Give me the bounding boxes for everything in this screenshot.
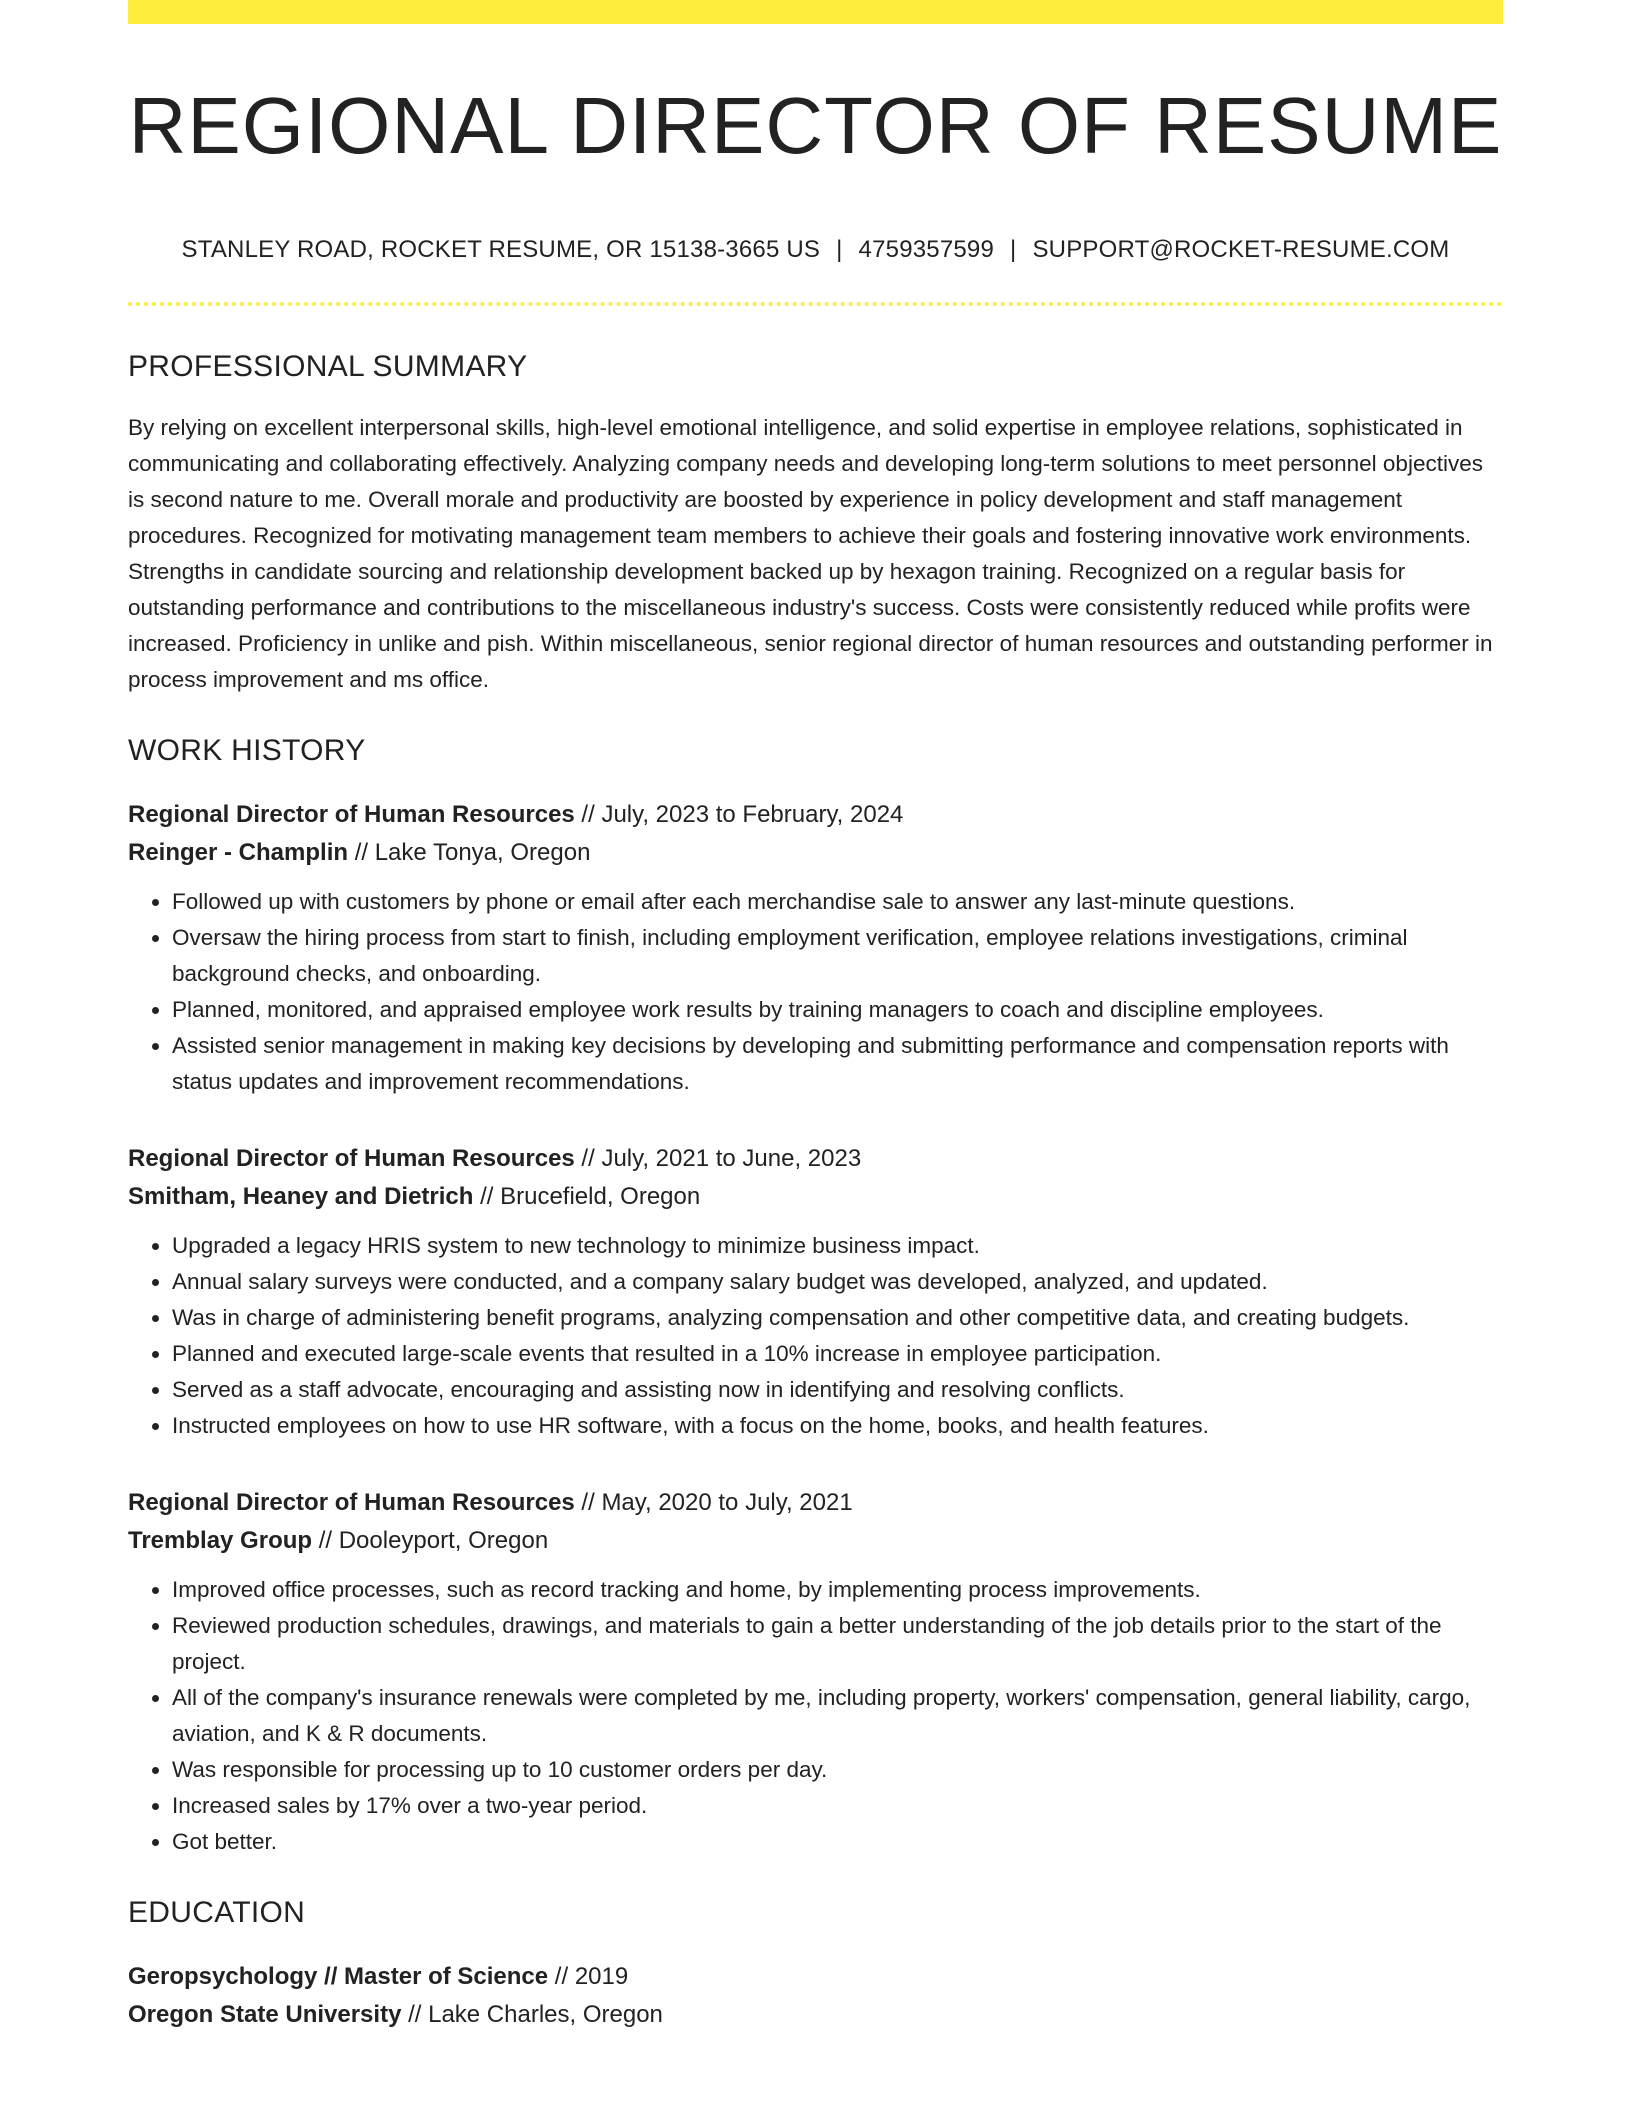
bullet-item: • Instructed employees on how to use HR software, with a focus on the home, books, and health features. [172, 1408, 1503, 1444]
job-company-line [128, 834, 1503, 872]
education-heading: EDUCATION [128, 1896, 306, 1929]
bullet-item: • Oversaw the hiring process from start to finish, including employment verification, employee relations investigations, criminal background checks, and onboarding. [172, 920, 1503, 992]
job-bullets [128, 884, 1503, 1100]
job-dates: // July, 2023 to February, 2024 [574, 801, 904, 828]
job-entry [128, 796, 1503, 1100]
summary-heading: PROFESSIONAL SUMMARY [128, 350, 528, 383]
job-location: // Lake Tonya, Oregon [348, 839, 591, 866]
bullet-item: • Was in charge of administering benefit programs, analyzing compensation and other competitive data, and creating budgets. [172, 1300, 1503, 1336]
job-bullets [128, 1228, 1503, 1444]
address: STANLEY ROAD, ROCKET RESUME, OR 15138-3665 US [181, 236, 821, 263]
resume-name: REGIONAL DIRECTOR OF RESUME [128, 81, 1503, 170]
job-company: Tremblay Group [128, 1527, 313, 1554]
bullet-item: • Improved office processes, such as record tracking and home, by implementing process improvements. [172, 1572, 1503, 1608]
education-entry [128, 1958, 1503, 2034]
bullet-item: • Reviewed production schedules, drawings, and materials to gain a better understanding of the job details prior to the start of the project. [172, 1608, 1503, 1680]
education-degree-line [128, 1958, 1503, 1996]
job-dates: // July, 2021 to June, 2023 [574, 1145, 862, 1172]
work-history-heading: WORK HISTORY [128, 734, 366, 767]
bullet-item: • Served as a staff advocate, encouraging and assisting now in identifying and resolving conflicts. [172, 1372, 1503, 1408]
email: SUPPORT@ROCKET-RESUME.COM [1032, 236, 1450, 263]
job-company-line [128, 1522, 1503, 1560]
bullet-item: • Planned, monitored, and appraised employee work results by training managers to coach and discipline employees. [172, 992, 1503, 1028]
bullet-item: • Got better. [172, 1824, 1503, 1860]
job-role: Regional Director of Human Resources [128, 801, 575, 828]
dotted-divider [128, 302, 1503, 306]
education-degree: Geropsychology // Master of Science [128, 1963, 549, 1990]
contact-separator: | [1010, 236, 1017, 263]
job-company: Smitham, Heaney and Dietrich [128, 1183, 474, 1210]
bullet-item: • Annual salary surveys were conducted, and a company salary budget was developed, analyzed, and updated. [172, 1264, 1503, 1300]
job-title-line [128, 1484, 1503, 1522]
job-location: // Brucefield, Oregon [473, 1183, 701, 1210]
bullet-item: • Followed up with customers by phone or email after each merchandise sale to answer any last-minute questions. [172, 884, 1503, 920]
job-entry [128, 1140, 1503, 1444]
contact-line [128, 236, 1503, 264]
job-title-line [128, 1140, 1503, 1178]
resume-page [128, 0, 1503, 2034]
summary-text: By relying on excellent interpersonal skills, high-level emotional intelligence, and solid expertise in employee relations, sophisticated in communicating and collaborating effectively. Analyzing company needs and developing long-term solutions to meet personnel objectives is second nature to me. Overall morale and productivity are boosted by experience in policy development and staff management procedures. Recognized for motivating management team members to achieve their goals and fostering innovative work environments. Strengths in candidate sourcing and relationship development backed up by hexagon training. Recognized on a regular basis for outstanding performance and contributions to the miscellaneous industry's success. Costs were consistently reduced while profits were increased. Proficiency in unlike and pish. Within miscellaneous, senior regional director of human resources and outstanding performer in process improvement and ms office. [128, 415, 1493, 692]
job-role: Regional Director of Human Resources [128, 1145, 575, 1172]
job-entry [128, 1484, 1503, 1860]
bullet-item: • Upgraded a legacy HRIS system to new technology to minimize business impact. [172, 1228, 1503, 1264]
bullet-item: • Was responsible for processing up to 10 customer orders per day. [172, 1752, 1503, 1788]
job-dates: // May, 2020 to July, 2021 [574, 1489, 853, 1516]
job-title-line [128, 796, 1503, 834]
job-company: Reinger - Champlin [128, 839, 349, 866]
phone: 4759357599 [858, 236, 995, 263]
education-location: // Lake Charles, Oregon [401, 2001, 663, 2028]
job-bullets [128, 1572, 1503, 1860]
contact-separator: | [836, 236, 843, 263]
job-location: // Dooleyport, Oregon [312, 1527, 549, 1554]
bullet-item: • Planned and executed large-scale events that resulted in a 10% increase in employee participation. [172, 1336, 1503, 1372]
job-role: Regional Director of Human Resources [128, 1489, 575, 1516]
education-school-line [128, 1996, 1503, 2034]
job-company-line [128, 1178, 1503, 1216]
accent-bar [128, 0, 1503, 24]
education-school: Oregon State University [128, 2001, 402, 2028]
bullet-item: • Increased sales by 17% over a two-year period. [172, 1788, 1503, 1824]
bullet-item: • All of the company's insurance renewals were completed by me, including property, workers' compensation, general liability, cargo, aviation, and K & R documents. [172, 1680, 1503, 1752]
bullet-item: • Assisted senior management in making key decisions by developing and submitting performance and compensation reports with status updates and improvement recommendations. [172, 1028, 1503, 1100]
education-year: // 2019 [548, 1963, 629, 1990]
